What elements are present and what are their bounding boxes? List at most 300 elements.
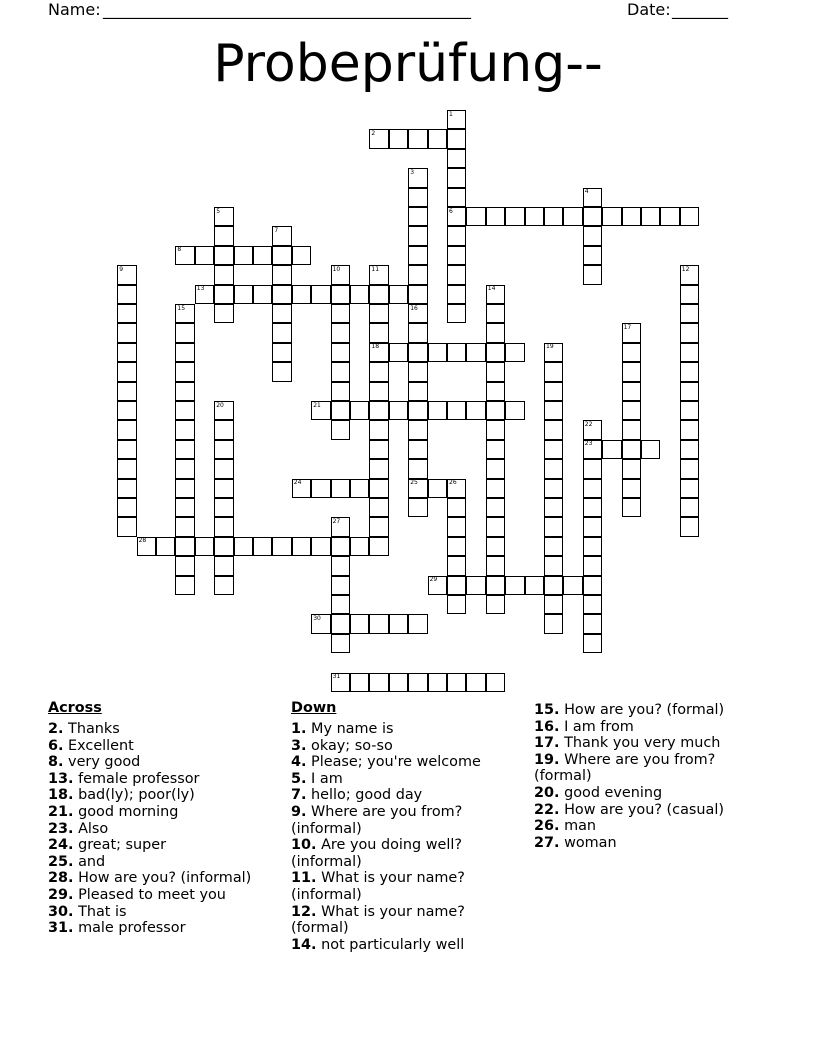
grid-cell[interactable]: [156, 537, 175, 556]
grid-cell[interactable]: [369, 537, 388, 556]
grid-cell[interactable]: [544, 207, 563, 226]
grid-cell[interactable]: [641, 440, 660, 459]
grid-cell[interactable]: [272, 323, 291, 342]
grid-cell[interactable]: [214, 401, 233, 420]
grid-cell[interactable]: [680, 498, 699, 517]
grid-cell[interactable]: [408, 498, 427, 517]
grid-cell[interactable]: [369, 498, 388, 517]
grid-cell[interactable]: [389, 614, 408, 633]
grid-cell[interactable]: [428, 129, 447, 148]
grid-cell[interactable]: [544, 343, 563, 362]
grid-cell[interactable]: [214, 479, 233, 498]
clue-text: woman: [559, 834, 617, 851]
grid-cell[interactable]: [369, 382, 388, 401]
grid-cell[interactable]: [447, 149, 466, 168]
grid-cell[interactable]: [214, 440, 233, 459]
grid-cell[interactable]: [544, 459, 563, 478]
grid-cell[interactable]: [660, 207, 679, 226]
grid-cell[interactable]: [408, 246, 427, 265]
grid-cell[interactable]: [117, 265, 136, 284]
grid-cell[interactable]: [486, 382, 505, 401]
grid-cell[interactable]: [583, 420, 602, 439]
grid-cell[interactable]: [350, 614, 369, 633]
grid-cell[interactable]: [583, 207, 602, 226]
grid-cell[interactable]: [486, 285, 505, 304]
grid-cell[interactable]: [622, 401, 641, 420]
grid-cell[interactable]: [408, 614, 427, 633]
grid-cell[interactable]: [486, 440, 505, 459]
grid-cell[interactable]: [117, 362, 136, 381]
grid-cell[interactable]: [505, 343, 524, 362]
grid-cell[interactable]: [175, 479, 194, 498]
grid-cell[interactable]: [447, 285, 466, 304]
grid-cell[interactable]: [389, 285, 408, 304]
grid-cell[interactable]: [602, 440, 621, 459]
grid-cell[interactable]: [544, 382, 563, 401]
grid-cell[interactable]: [408, 459, 427, 478]
clue-down: [291, 804, 521, 837]
grid-cell[interactable]: [544, 517, 563, 536]
grid-cell[interactable]: [369, 401, 388, 420]
grid-cell[interactable]: [583, 595, 602, 614]
clue-down: [291, 787, 521, 804]
grid-cell[interactable]: [408, 226, 427, 245]
grid-cell[interactable]: [408, 304, 427, 323]
grid-cell[interactable]: [331, 304, 350, 323]
grid-cell[interactable]: [408, 343, 427, 362]
grid-cell[interactable]: [447, 673, 466, 692]
grid-cell[interactable]: [583, 246, 602, 265]
cell-number: 18: [371, 343, 380, 351]
grid-cell[interactable]: [486, 362, 505, 381]
grid-cell[interactable]: [486, 673, 505, 692]
grid-cell[interactable]: [292, 479, 311, 498]
grid-cell[interactable]: [680, 207, 699, 226]
grid-cell[interactable]: [680, 265, 699, 284]
grid-cell[interactable]: [447, 595, 466, 614]
grid-cell[interactable]: [447, 188, 466, 207]
grid-cell[interactable]: [369, 614, 388, 633]
grid-cell[interactable]: [544, 362, 563, 381]
grid-cell[interactable]: [331, 537, 350, 556]
grid-cell[interactable]: [447, 537, 466, 556]
clue-across: [48, 738, 283, 755]
grid-cell[interactable]: [175, 440, 194, 459]
grid-cell[interactable]: [195, 285, 214, 304]
grid-cell[interactable]: [583, 556, 602, 575]
grid-cell[interactable]: [369, 285, 388, 304]
clue-down: [291, 738, 521, 755]
grid-cell[interactable]: [622, 343, 641, 362]
grid-cell[interactable]: [137, 537, 156, 556]
clue-down: [534, 752, 764, 785]
grid-cell[interactable]: [389, 343, 408, 362]
name-field[interactable]: ______________________________________________: [103, 0, 471, 19]
grid-cell[interactable]: [253, 285, 272, 304]
grid-cell[interactable]: [331, 420, 350, 439]
grid-cell[interactable]: [117, 498, 136, 517]
cell-number: 28: [138, 537, 147, 545]
grid-cell[interactable]: [369, 304, 388, 323]
grid-cell[interactable]: [408, 285, 427, 304]
grid-cell[interactable]: [544, 401, 563, 420]
grid-cell[interactable]: [389, 129, 408, 148]
clue-text: hello; good day: [306, 787, 423, 804]
grid-cell[interactable]: [680, 285, 699, 304]
grid-cell[interactable]: [525, 576, 544, 595]
grid-cell[interactable]: [272, 343, 291, 362]
grid-cell[interactable]: [369, 265, 388, 284]
grid-cell[interactable]: [117, 401, 136, 420]
grid-cell[interactable]: [272, 285, 291, 304]
grid-cell[interactable]: [331, 673, 350, 692]
grid-cell[interactable]: [525, 207, 544, 226]
grid-cell[interactable]: [175, 556, 194, 575]
grid-cell[interactable]: [350, 479, 369, 498]
grid-cell[interactable]: [350, 537, 369, 556]
cell-number: 24: [293, 479, 302, 487]
clue-number: 10.: [291, 837, 317, 854]
grid-cell[interactable]: [583, 614, 602, 633]
grid-cell[interactable]: [253, 537, 272, 556]
across-heading: Across: [48, 700, 102, 716]
grid-cell[interactable]: [680, 479, 699, 498]
grid-cell[interactable]: [331, 479, 350, 498]
grid-cell[interactable]: [117, 440, 136, 459]
clue-across: [48, 854, 283, 871]
grid-cell[interactable]: [447, 226, 466, 245]
grid-cell[interactable]: [408, 440, 427, 459]
grid-cell[interactable]: [583, 498, 602, 517]
grid-cell[interactable]: [447, 576, 466, 595]
grid-cell[interactable]: [466, 576, 485, 595]
across-clues: [48, 700, 283, 937]
cell-number: 17: [623, 323, 632, 331]
grid-cell[interactable]: [117, 517, 136, 536]
grid-cell[interactable]: [369, 673, 388, 692]
grid-cell[interactable]: [544, 595, 563, 614]
grid-cell[interactable]: [583, 634, 602, 653]
grid-cell[interactable]: [583, 459, 602, 478]
grid-cell[interactable]: [369, 440, 388, 459]
grid-cell[interactable]: [117, 285, 136, 304]
grid-cell[interactable]: [466, 343, 485, 362]
grid-cell[interactable]: [447, 207, 466, 226]
grid-cell[interactable]: [331, 634, 350, 653]
grid-cell[interactable]: [369, 343, 388, 362]
clue-number: 27.: [534, 834, 560, 851]
grid-cell[interactable]: [447, 304, 466, 323]
grid-cell[interactable]: [214, 207, 233, 226]
grid-cell[interactable]: [175, 576, 194, 595]
grid-cell[interactable]: [214, 304, 233, 323]
grid-cell[interactable]: [563, 207, 582, 226]
grid-cell[interactable]: [544, 614, 563, 633]
grid-cell[interactable]: [680, 420, 699, 439]
grid-cell[interactable]: [544, 556, 563, 575]
grid-cell[interactable]: [447, 246, 466, 265]
date-field[interactable]: _______: [672, 0, 728, 19]
grid-cell[interactable]: [331, 382, 350, 401]
grid-cell[interactable]: [272, 265, 291, 284]
grid-cell[interactable]: [428, 673, 447, 692]
grid-cell[interactable]: [311, 285, 330, 304]
grid-cell[interactable]: [331, 285, 350, 304]
grid-cell[interactable]: [369, 362, 388, 381]
grid-cell[interactable]: [602, 207, 621, 226]
grid-cell[interactable]: [331, 556, 350, 575]
grid-cell[interactable]: [214, 265, 233, 284]
grid-cell[interactable]: [311, 614, 330, 633]
grid-cell[interactable]: [680, 343, 699, 362]
grid-cell[interactable]: [369, 129, 388, 148]
grid-cell[interactable]: [622, 362, 641, 381]
grid-cell[interactable]: [408, 323, 427, 342]
grid-cell[interactable]: [447, 401, 466, 420]
grid-cell[interactable]: [680, 459, 699, 478]
grid-cell[interactable]: [447, 168, 466, 187]
grid-cell[interactable]: [544, 537, 563, 556]
grid-cell[interactable]: [505, 207, 524, 226]
grid-cell[interactable]: [486, 479, 505, 498]
name-label: Name:: [48, 0, 101, 19]
grid-cell[interactable]: [331, 401, 350, 420]
grid-cell[interactable]: [408, 401, 427, 420]
grid-cell[interactable]: [583, 517, 602, 536]
grid-cell[interactable]: [350, 285, 369, 304]
grid-cell[interactable]: [389, 673, 408, 692]
grid-cell[interactable]: [486, 498, 505, 517]
grid-cell[interactable]: [331, 595, 350, 614]
grid-cell[interactable]: [486, 517, 505, 536]
grid-cell[interactable]: [583, 537, 602, 556]
grid-cell[interactable]: [175, 537, 194, 556]
grid-cell[interactable]: [680, 304, 699, 323]
clue-down: [534, 835, 764, 852]
grid-cell[interactable]: [214, 556, 233, 575]
grid-cell[interactable]: [331, 362, 350, 381]
grid-cell[interactable]: [680, 362, 699, 381]
grid-cell[interactable]: [622, 382, 641, 401]
grid-cell[interactable]: [622, 440, 641, 459]
grid-cell[interactable]: [408, 420, 427, 439]
grid-cell[interactable]: [486, 304, 505, 323]
clue-number: 20.: [534, 784, 560, 801]
grid-cell[interactable]: [292, 537, 311, 556]
grid-cell[interactable]: [428, 401, 447, 420]
grid-cell[interactable]: [622, 323, 641, 342]
clue-across: [48, 771, 283, 788]
grid-cell[interactable]: [466, 401, 485, 420]
grid-cell[interactable]: [408, 479, 427, 498]
cell-number: 3: [410, 168, 415, 176]
grid-cell[interactable]: [175, 323, 194, 342]
grid-cell[interactable]: [175, 382, 194, 401]
grid-cell[interactable]: [214, 420, 233, 439]
grid-cell[interactable]: [272, 537, 291, 556]
grid-cell[interactable]: [175, 517, 194, 536]
grid-cell[interactable]: [175, 362, 194, 381]
grid-cell[interactable]: [544, 479, 563, 498]
grid-cell[interactable]: [486, 556, 505, 575]
grid-cell[interactable]: [331, 517, 350, 536]
grid-cell[interactable]: [583, 576, 602, 595]
grid-cell[interactable]: [175, 420, 194, 439]
grid-cell[interactable]: [369, 459, 388, 478]
grid-cell[interactable]: [214, 285, 233, 304]
grid-cell[interactable]: [583, 265, 602, 284]
grid-cell[interactable]: [214, 226, 233, 245]
grid-cell[interactable]: [563, 576, 582, 595]
grid-cell[interactable]: [253, 246, 272, 265]
grid-cell[interactable]: [680, 401, 699, 420]
grid-cell[interactable]: [311, 479, 330, 498]
grid-cell[interactable]: [272, 362, 291, 381]
grid-cell[interactable]: [544, 420, 563, 439]
clue-down: [291, 870, 521, 903]
grid-cell[interactable]: [486, 401, 505, 420]
grid-cell[interactable]: [505, 576, 524, 595]
grid-cell[interactable]: [234, 246, 253, 265]
grid-cell[interactable]: [680, 323, 699, 342]
grid-cell[interactable]: [408, 207, 427, 226]
grid-cell[interactable]: [292, 285, 311, 304]
grid-cell[interactable]: [544, 576, 563, 595]
grid-cell[interactable]: [447, 479, 466, 498]
grid-cell[interactable]: [311, 401, 330, 420]
clue-down: [291, 754, 521, 771]
clue-number: 5.: [291, 770, 307, 787]
cell-number: 27: [332, 517, 341, 525]
grid-cell[interactable]: [486, 343, 505, 362]
grid-cell[interactable]: [195, 537, 214, 556]
grid-cell[interactable]: [486, 420, 505, 439]
grid-cell[interactable]: [408, 265, 427, 284]
grid-cell[interactable]: [408, 188, 427, 207]
grid-cell[interactable]: [505, 401, 524, 420]
grid-cell[interactable]: [447, 498, 466, 517]
grid-cell[interactable]: [447, 265, 466, 284]
grid-cell[interactable]: [272, 304, 291, 323]
grid-cell[interactable]: [331, 323, 350, 342]
grid-cell[interactable]: [350, 673, 369, 692]
grid-cell[interactable]: [641, 207, 660, 226]
grid-cell[interactable]: [234, 285, 253, 304]
clue-text: man: [559, 818, 597, 835]
grid-cell[interactable]: [214, 498, 233, 517]
grid-cell[interactable]: [117, 382, 136, 401]
grid-cell[interactable]: [117, 323, 136, 342]
grid-cell[interactable]: [622, 479, 641, 498]
grid-cell[interactable]: [272, 226, 291, 245]
cell-number: 1: [449, 110, 453, 118]
grid-cell[interactable]: [292, 246, 311, 265]
grid-cell[interactable]: [331, 265, 350, 284]
grid-cell[interactable]: [680, 382, 699, 401]
grid-cell[interactable]: [680, 517, 699, 536]
grid-cell[interactable]: [486, 576, 505, 595]
clue-text: Pleased to meet you: [73, 886, 226, 903]
cell-number: 6: [449, 207, 453, 215]
grid-cell[interactable]: [214, 537, 233, 556]
grid-cell[interactable]: [622, 207, 641, 226]
grid-cell[interactable]: [408, 362, 427, 381]
grid-cell[interactable]: [214, 459, 233, 478]
grid-cell[interactable]: [272, 246, 291, 265]
grid-cell[interactable]: [369, 420, 388, 439]
grid-cell[interactable]: [583, 226, 602, 245]
grid-cell[interactable]: [680, 440, 699, 459]
grid-cell[interactable]: [583, 479, 602, 498]
grid-cell[interactable]: [117, 420, 136, 439]
grid-cell[interactable]: [311, 537, 330, 556]
grid-cell[interactable]: [447, 129, 466, 148]
grid-cell[interactable]: [175, 401, 194, 420]
grid-cell[interactable]: [175, 304, 194, 323]
grid-cell[interactable]: [389, 401, 408, 420]
grid-cell[interactable]: [466, 673, 485, 692]
grid-cell[interactable]: [428, 343, 447, 362]
grid-cell[interactable]: [331, 343, 350, 362]
grid-cell[interactable]: [117, 304, 136, 323]
grid-cell[interactable]: [428, 479, 447, 498]
grid-cell[interactable]: [175, 459, 194, 478]
grid-cell[interactable]: [486, 323, 505, 342]
grid-cell[interactable]: [466, 207, 485, 226]
grid-cell[interactable]: [486, 459, 505, 478]
grid-cell[interactable]: [544, 498, 563, 517]
grid-cell[interactable]: [408, 129, 427, 148]
grid-cell[interactable]: [214, 246, 233, 265]
grid-cell[interactable]: [117, 459, 136, 478]
grid-cell[interactable]: [408, 382, 427, 401]
grid-cell[interactable]: [331, 614, 350, 633]
grid-cell[interactable]: [447, 343, 466, 362]
grid-cell[interactable]: [117, 343, 136, 362]
grid-cell[interactable]: [369, 517, 388, 536]
grid-cell[interactable]: [486, 595, 505, 614]
grid-cell[interactable]: [486, 537, 505, 556]
cell-number: 4: [584, 188, 589, 196]
grid-cell[interactable]: [369, 323, 388, 342]
grid-cell[interactable]: [447, 110, 466, 129]
grid-cell[interactable]: [447, 517, 466, 536]
grid-cell[interactable]: [331, 576, 350, 595]
grid-cell[interactable]: [447, 556, 466, 575]
grid-cell[interactable]: [214, 517, 233, 536]
grid-cell[interactable]: [234, 537, 253, 556]
grid-cell[interactable]: [369, 479, 388, 498]
grid-cell[interactable]: [350, 401, 369, 420]
cell-number: 31: [332, 673, 341, 681]
grid-cell[interactable]: [583, 188, 602, 207]
grid-cell[interactable]: [408, 168, 427, 187]
grid-cell[interactable]: [428, 576, 447, 595]
grid-cell[interactable]: [622, 459, 641, 478]
grid-cell[interactable]: [214, 576, 233, 595]
grid-cell[interactable]: [486, 207, 505, 226]
grid-cell[interactable]: [175, 343, 194, 362]
grid-cell[interactable]: [195, 246, 214, 265]
grid-cell[interactable]: [408, 673, 427, 692]
grid-cell[interactable]: [175, 246, 194, 265]
grid-cell[interactable]: [622, 420, 641, 439]
grid-cell[interactable]: [583, 440, 602, 459]
grid-cell[interactable]: [117, 479, 136, 498]
grid-cell[interactable]: [622, 498, 641, 517]
grid-cell[interactable]: [175, 498, 194, 517]
grid-cell[interactable]: [544, 440, 563, 459]
